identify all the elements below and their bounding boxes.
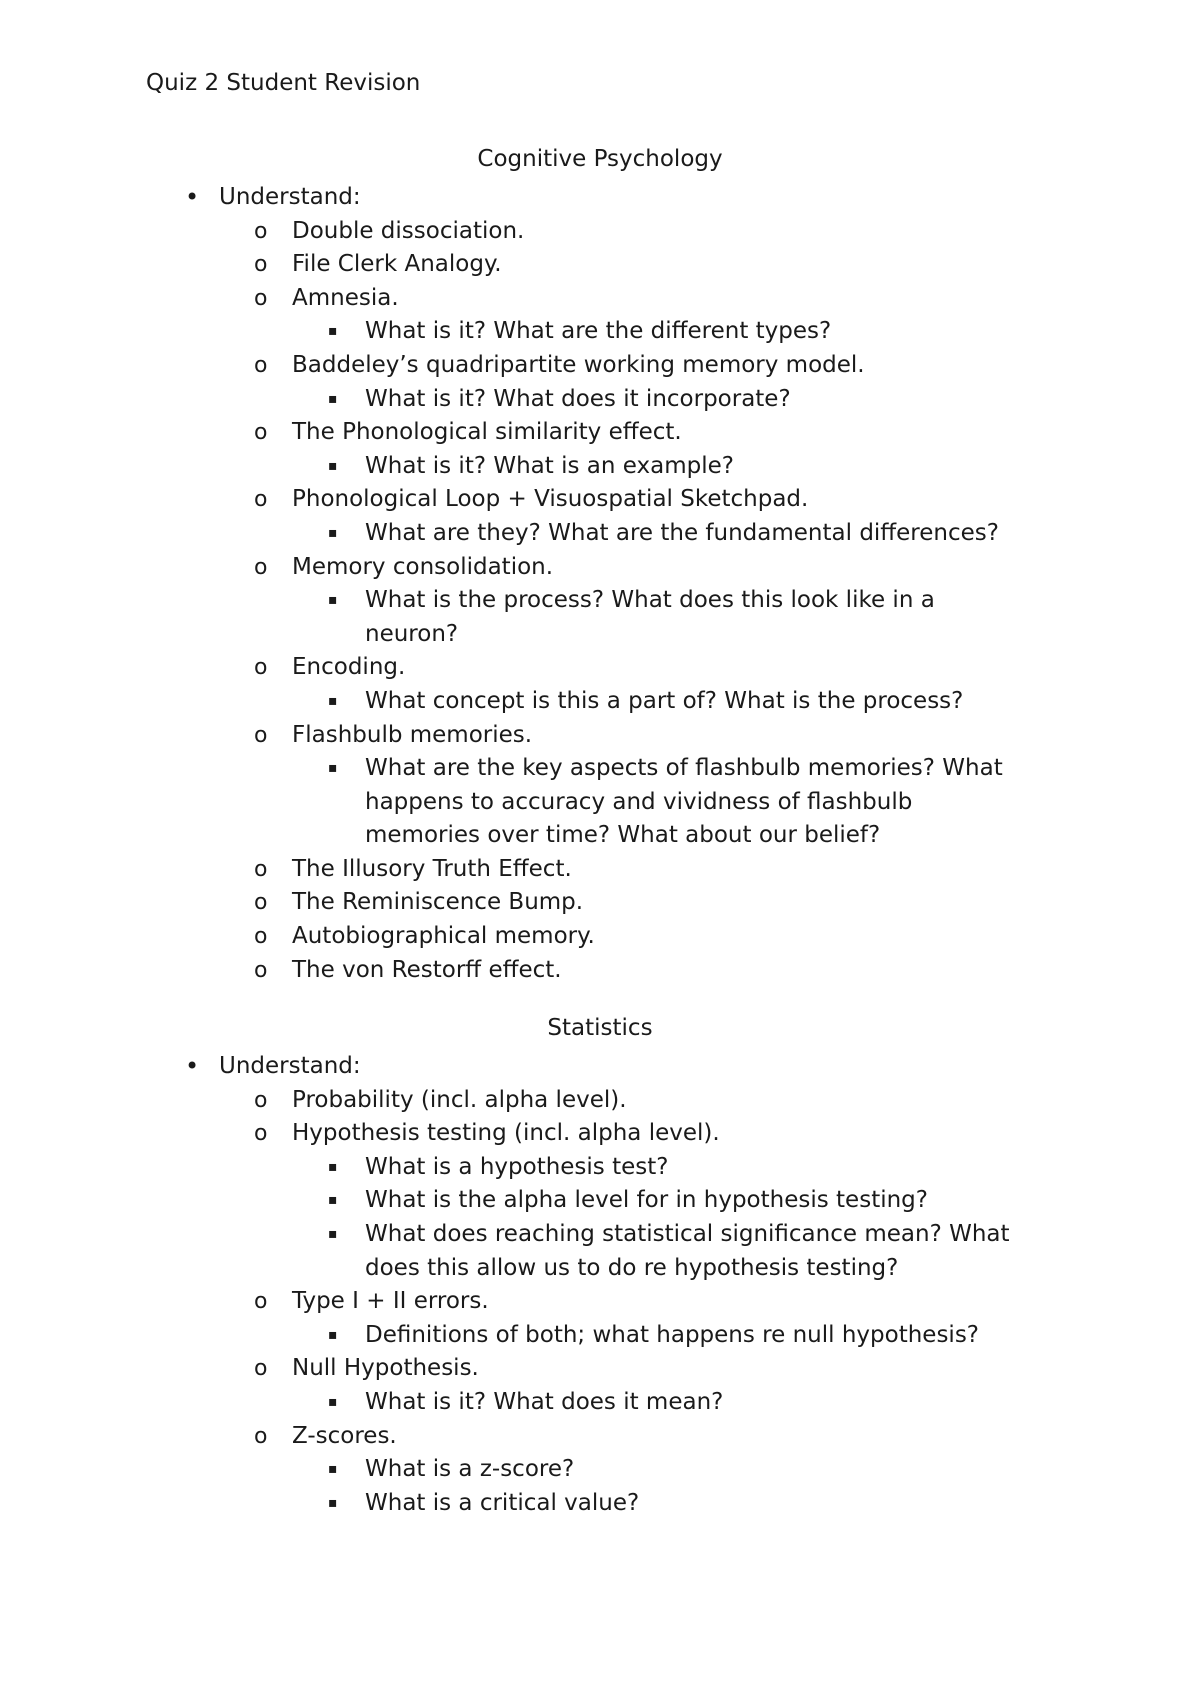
square-bullet-icon: ▪ (328, 760, 338, 777)
circle-bullet-icon: o (254, 1423, 268, 1449)
list-item: o Hypothesis testing (incl. alpha level). (0, 1117, 1200, 1151)
list-item: ▪ What does reaching statistical significance mean? What (0, 1218, 1200, 1252)
list-item: ▪ What is it? What are the different types? (0, 315, 1200, 349)
square-bullet-icon: ▪ (328, 1225, 338, 1242)
list-item: o The Reminiscence Bump. (0, 886, 1200, 920)
circle-bullet-icon: o (254, 1289, 268, 1315)
circle-bullet-icon: o (254, 487, 268, 513)
circle-bullet-icon: o (254, 252, 268, 278)
square-bullet-icon: ▪ (328, 1326, 338, 1343)
list-item: ▪ What is the process? What does this look like in a (0, 584, 1200, 618)
square-bullet-icon: ▪ (328, 390, 338, 407)
circle-bullet-icon: o (254, 218, 268, 244)
outline-list (0, 1050, 1200, 1520)
section-cognitive-psychology (0, 143, 1200, 981)
list-item-continuation: memories over time? What about our belief? (365, 822, 881, 849)
list-item: o Phonological Loop + Visuospatial Sketchpad. (0, 483, 1200, 517)
list-item: o Flashbulb memories. (0, 719, 1200, 753)
circle-bullet-icon: o (254, 924, 268, 950)
list-item: o The Illusory Truth Effect. (0, 853, 1200, 887)
square-bullet-icon: ▪ (328, 692, 338, 709)
list-item: ▪ What is it? What does it incorporate? (0, 383, 1200, 417)
circle-bullet-icon: o (254, 554, 268, 580)
square-bullet-icon: ▪ (328, 1461, 338, 1478)
list-item: ▪ What is it? What is an example? (0, 450, 1200, 484)
list-item: ▪ Definitions of both; what happens re null hypothesis? (0, 1319, 1200, 1353)
list-item: ▪ What is it? What does it mean? (0, 1386, 1200, 1420)
list-item: ▪ What is a critical value? (0, 1487, 1200, 1521)
list-item: ▪ What are the key aspects of flashbulb memories? What (0, 752, 1200, 786)
section-heading: Cognitive Psychology (477, 146, 723, 172)
list-item: ▪ What is the alpha level for in hypothesis testing? (0, 1184, 1200, 1218)
square-bullet-icon: ▪ (328, 592, 338, 609)
list-item: o Double dissociation. (0, 215, 1200, 249)
circle-bullet-icon: o (254, 352, 268, 378)
circle-bullet-icon: o (254, 285, 268, 311)
list-item-continuation: happens to accuracy and vividness of flashbulb (365, 788, 913, 815)
circle-bullet-icon: o (254, 1121, 268, 1147)
circle-bullet-icon: o (254, 1087, 268, 1113)
list-item: o Amnesia. (0, 282, 1200, 316)
list-item: ▪ What are they? What are the fundamental differences? (0, 517, 1200, 551)
circle-bullet-icon: o (254, 957, 268, 983)
square-bullet-icon: ▪ (328, 1494, 338, 1511)
square-bullet-icon: ▪ (328, 1393, 338, 1410)
list-item: o Baddeley’s quadripartite working memory model. (0, 349, 1200, 383)
list-item-continuation: does this allow us to do re hypothesis testing? (365, 1254, 899, 1281)
circle-bullet-icon: o (254, 420, 268, 446)
square-bullet-icon: ▪ (328, 1158, 338, 1175)
document-title: Quiz 2 Student Revision (146, 70, 421, 96)
square-bullet-icon: ▪ (328, 457, 338, 474)
square-bullet-icon: ▪ (328, 524, 338, 541)
circle-bullet-icon: o (254, 1356, 268, 1382)
list-item-continuation: neuron? (365, 620, 459, 647)
list-item: o The Phonological similarity effect. (0, 416, 1200, 450)
list-item: ▪ What concept is this a part of? What is the process? (0, 685, 1200, 719)
circle-bullet-icon: o (254, 890, 268, 916)
list-item: o The von Restorff effect. (0, 954, 1200, 988)
list-item: o Type I + II errors. (0, 1285, 1200, 1319)
section-statistics (0, 1012, 1200, 1514)
section-heading: Statistics (547, 1015, 653, 1041)
list-item: o Z-scores. (0, 1420, 1200, 1454)
list-item: ▪ What is a z-score? (0, 1453, 1200, 1487)
list-item: o File Clerk Analogy. (0, 248, 1200, 282)
list-item: o Probability (incl. alpha level). (0, 1084, 1200, 1118)
list-item: o Encoding. (0, 651, 1200, 685)
list-item: o Memory consolidation. (0, 551, 1200, 585)
circle-bullet-icon: o (254, 856, 268, 882)
outline-list (0, 181, 1200, 987)
circle-bullet-icon: o (254, 655, 268, 681)
list-item: o Null Hypothesis. (0, 1352, 1200, 1386)
bullet-icon: • (185, 183, 200, 211)
circle-bullet-icon: o (254, 722, 268, 748)
bullet-icon: • (185, 1052, 200, 1080)
list-item: ▪ What is a hypothesis test? (0, 1151, 1200, 1185)
square-bullet-icon: ▪ (328, 323, 338, 340)
list-item: o Autobiographical memory. (0, 920, 1200, 954)
list-item: • Understand: (0, 181, 1200, 215)
list-item: • Understand: (0, 1050, 1200, 1084)
square-bullet-icon: ▪ (328, 1192, 338, 1209)
